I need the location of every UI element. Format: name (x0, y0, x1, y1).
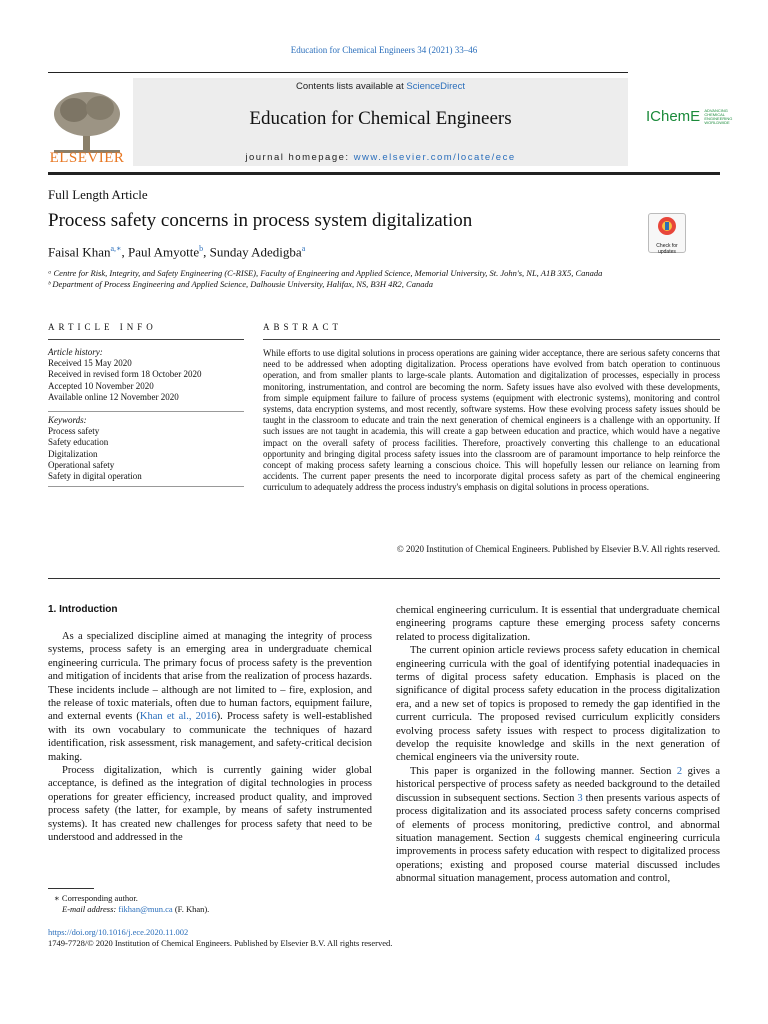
keyword-item: Safety education (48, 437, 109, 448)
abstract-label: ABSTRACT (263, 322, 343, 332)
check-for-updates-badge[interactable] (648, 213, 686, 253)
check-updates-label: Check for updates (656, 243, 678, 255)
section-link[interactable]: 2 (676, 765, 683, 777)
homepage-prefix: journal homepage: (245, 152, 354, 163)
paragraph-text: gives a historical perspective of process safety as needed background to the detailed discussion in subsequent sections. Section (396, 765, 721, 804)
check-updates-icon (649, 214, 685, 238)
paragraph-text: As a specialized discipline aimed at managing the integrity of process systems, process safety is an emerging area in undergraduate chemical engineering curricula. The primary focus of process safety is the prevention and mitigation of incidents that arise from the realization of process hazards. These incidents include – although are not limited to – fire, explosion, and the release of toxic materials, often due to human factors, equipment failure, and external events ( (48, 631, 372, 723)
email-label: E-mail address: (62, 904, 119, 914)
sciencedirect-link[interactable]: ScienceDirect (406, 81, 465, 92)
paragraph-text: This paper is organized in the following manner. Section (410, 765, 677, 777)
journal-citation[interactable]: Education for Chemical Engineers 34 (2021) 33–46 (290, 45, 478, 55)
article-info-rule (48, 339, 244, 340)
author-separator: , (121, 244, 128, 260)
paragraph: The current opinion article reviews process safety education in chemical engineering curricula with the goal of identifying potential inadequacies in terms of digital process safety education. Emphasis is placed on the significance of digital process safety education in the process digitalization era, and a new set of topics is proposed to remedy the gap identified in the current curricula. The proposed revised curriculum explicitly considers evolving process safety issues with respect to process digitalization to develop the requisite knowledge and skills in the next generation of chemical engineers via the university route. (396, 645, 720, 764)
contents-prefix: Contents lists available at (296, 81, 407, 92)
paragraph: chemical engineering curriculum. It is essential that undergraduate chemical engineering programs capture these emerging process safety concerns related to process digitalization. (396, 605, 720, 643)
author-list (48, 244, 305, 260)
left-column (48, 630, 372, 845)
author-affil-marker[interactable]: a,∗ (110, 244, 122, 253)
right-column (396, 604, 720, 886)
author-name: Faisal Khan (48, 244, 111, 260)
author-affil-marker[interactable]: b (199, 244, 204, 253)
email-suffix: (F. Khan). (172, 904, 210, 914)
paragraph (396, 765, 720, 886)
keywords (48, 415, 244, 482)
keyword-item: Operational safety (48, 459, 115, 470)
header-top-rule (48, 72, 628, 73)
abstract-copyright: © 2020 Institution of Chemical Engineers. Published by Elsevier B.V. All rights reserved. (396, 544, 720, 554)
affiliation-a: ᵃ Centre for Risk, Integrity, and Safety Engineering (C-RISE), Faculty of Engineering and Applied Science, Memorial University, St. John's, NL, A1B 3X5, Canada (48, 268, 603, 278)
section-link[interactable]: 3 (577, 792, 583, 804)
history-item: Available online 12 November 2020 (48, 391, 179, 402)
paragraph-text: then presents various aspects of process digitalization and its associated process safety concerns comprised of elements of process monitoring, predictive control, and abnormal situation management. Section (396, 792, 720, 844)
paragraph-text: suggests chemical engineering curricula improvements in process safety education with respect to digitalized process operations; existing and proposed course material discussed includes abnormal situation management, process automation and control, (396, 832, 720, 885)
history-item: Received 15 May 2020 (48, 358, 132, 369)
author-name: Paul Amyotte (127, 244, 200, 260)
footnote-rule (48, 888, 94, 889)
icheme-wordmark: IChemE (646, 108, 701, 125)
issn-copyright: 1749-7728/© 2020 Institution of Chemical Engineers. Published by Elsevier B.V. All rights reserved. (48, 938, 393, 948)
section-link[interactable]: 4 (534, 832, 540, 844)
email-link[interactable]: fikhan@mun.ca (118, 904, 173, 914)
info-divider (48, 411, 244, 412)
author-affil-marker[interactable]: a (301, 244, 306, 253)
history-heading: Article history: (48, 347, 103, 357)
keywords-heading: Keywords: (48, 415, 87, 425)
history-item: Accepted 10 November 2020 (48, 380, 154, 391)
article-info-label: ARTICLE INFO (48, 322, 157, 332)
abstract-rule (263, 339, 720, 340)
keyword-item: Safety in digital operation (48, 471, 142, 482)
homepage-link[interactable]: www.elsevier.com/locate/ece (353, 152, 516, 163)
icheme-tagline: ADVANCING CHEMICAL ENGINEERING WORLDWIDE (704, 108, 733, 126)
info-divider-bottom (48, 486, 244, 487)
section-heading-introduction: 1. Introduction (48, 604, 118, 615)
email-note (62, 904, 209, 914)
keyword-item: Process safety (48, 426, 100, 437)
author-separator: , (203, 244, 210, 260)
citation-link[interactable]: Khan et al., 2016 (139, 711, 217, 723)
history-item: Received in revised form 18 October 2020 (48, 369, 202, 380)
paragraph-text: ). Process safety is well-established with its own vocabulary to communicate the techniques of hazard identification, risk assessment, risk management, and safety-critical decision making. (48, 711, 372, 763)
corresponding-author-note: ∗ Corresponding author. (54, 893, 138, 903)
header-bottom-rule (48, 172, 720, 175)
contents-availability (133, 81, 628, 92)
elsevier-wordmark: ELSEVIER (49, 150, 125, 166)
journal-homepage (133, 152, 628, 163)
paragraph: Process digitalization, which is currently gaining wider global acceptance, is defined as the integration of digital technologies in process operations for greater efficiency, increased product quality, and improved process safety (the latter, for example, by means of safety instrumented systems). It has created new challenges for process safety that need to be understood and addressed in the (48, 765, 372, 844)
affiliation-b: ᵇ Department of Process Engineering and Applied Science, Dalhousie University, Halifax, NS, B3H 4R2, Canada (48, 279, 433, 289)
paper-title: Process safety concerns in process system digitalization (48, 210, 473, 231)
article-type: Full Length Article (48, 187, 148, 202)
article-history (48, 347, 244, 403)
keyword-item: Digitalization (48, 448, 98, 459)
icheme-logo (646, 108, 733, 126)
section-divider (48, 578, 720, 579)
abstract-text: While efforts to use digital solutions in process operations are gaining wider acceptance, there are serious safety concerns that need to be addressed when adopting digitalization. Process operations have evolved from batch operation to continuous operation, and from smaller plants to large-scale plants. Automation and digitalization of processes, especially in process monitoring, instrumentation, and control are becoming the norm. Safety issues have also evolved with these developments, from simple equipment failure to failure of process systems (equipment with electronic systems), monitoring and control systems, data encryption systems, and most recently, software systems. How these evolving process safety issues should be taught in the classroom to educate and train the next generation of chemical engineers is a challenge with an opportunity. If such issues are not taught in academia, this will create a gap between education and practice, which would have a negative impact on the overall safety of process facilities. Therefore, proactively converting this challenge to an educational opportunity and bringing digital process safety issues into the classroom are of paramount importance to help reinforce the concept of making process safety learning a conscious choice. This will hopefully lessen our reliance on learning from accidents. The current paper presents the need to incorporate digital process safety as part of the chemical engineering curriculum to adequately address the process industry's emphasis on digital solutions in process operations. (263, 348, 720, 493)
paragraph (48, 630, 372, 764)
doi-link[interactable]: https://doi.org/10.1016/j.ece.2020.11.002 (48, 927, 189, 937)
author-name: Sunday Adedigba (209, 244, 302, 260)
journal-title: Education for Chemical Engineers (249, 108, 512, 129)
